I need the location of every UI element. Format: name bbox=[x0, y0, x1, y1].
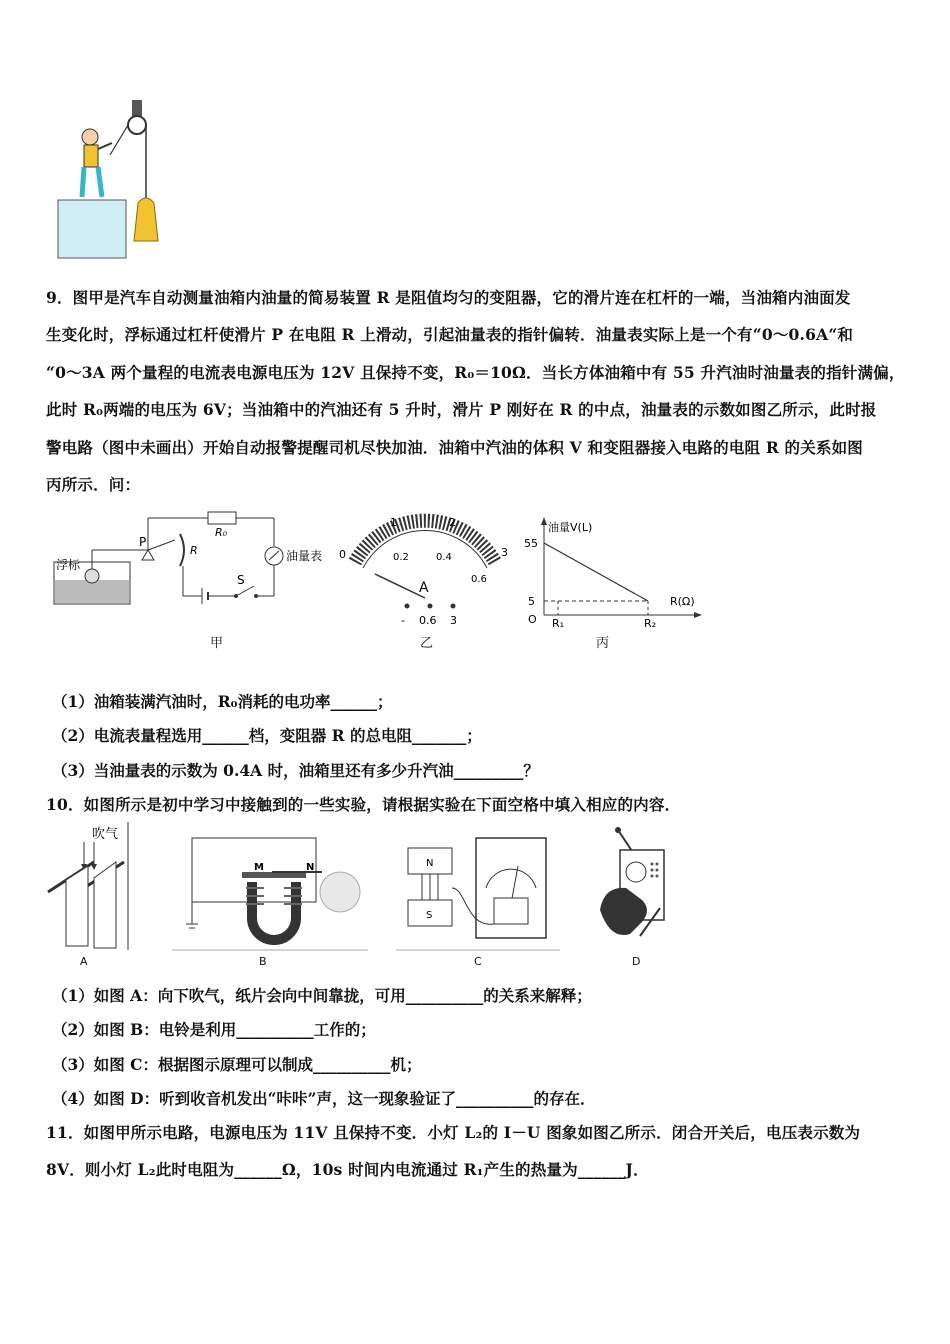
figure-jia-circuit bbox=[50, 510, 340, 625]
dial-tick-02: 0.2 bbox=[393, 552, 409, 563]
graph-origin: O bbox=[528, 613, 537, 626]
magnet-s-label: S bbox=[426, 910, 433, 921]
figure-a-caption: A bbox=[80, 955, 88, 968]
q10-sub-2: （2）如图 B：电铃是利用__________工作的； bbox=[52, 1020, 376, 1039]
terminal-minus: - bbox=[401, 614, 405, 627]
blow-label: 吹气 bbox=[92, 827, 119, 842]
bell-n-label: N bbox=[306, 862, 315, 873]
q10-stem: 10．如图所示是初中学习中接触到的一些实验，请根据实验在下面空格中填入相应的内容． bbox=[46, 795, 681, 814]
dial-tick-0: 0 bbox=[339, 548, 346, 561]
terminal-3: 3 bbox=[450, 614, 457, 627]
q9-line-6: 丙所示．问： bbox=[46, 475, 141, 494]
oil-meter-label: 油量表 bbox=[286, 549, 323, 563]
figure-c-generator bbox=[396, 828, 560, 952]
magnet-n-label: N bbox=[426, 858, 434, 869]
figure-b-electric-bell bbox=[172, 832, 368, 952]
figure-jia-caption: 甲 bbox=[210, 636, 224, 651]
q11-line-2: 8V．则小灯 L₂此时电阻为______Ω，10s 时间内电流通过 R₁产生的热量为______J． bbox=[46, 1160, 649, 1179]
graph-x-r2: R₂ bbox=[644, 617, 657, 630]
dial-tick-04: 0.4 bbox=[436, 552, 452, 563]
q9-line-5: 警电路（图中未画出）开始自动报警提醒司机尽快加油．油箱中汽油的体积 V 和变阻器接入电路的电阻 R 的关系如图 bbox=[46, 438, 863, 457]
dial-unit: A bbox=[419, 580, 429, 596]
terminal-06: 0.6 bbox=[419, 614, 437, 627]
r0-label: R₀ bbox=[215, 526, 228, 539]
q9-sub-1: （1）油箱装满汽油时，R₀消耗的电功率______； bbox=[52, 692, 393, 711]
figure-yi-ammeter bbox=[335, 512, 515, 630]
q10-sub-1: （1）如图 A：向下吹气，纸片会向中间靠拢，可用__________的关系来解释； bbox=[52, 986, 592, 1005]
figure-bing-graph bbox=[520, 515, 705, 630]
dial-tick-3: 3 bbox=[501, 546, 508, 559]
figure-b-caption: B bbox=[259, 955, 267, 968]
slider-p-label: P bbox=[139, 535, 147, 549]
figure-d-radio bbox=[594, 826, 670, 952]
graph-x-r1: R₁ bbox=[552, 617, 565, 630]
q9-line-2: 生变化时，浮标通过杠杆使滑片 P 在电阻 R 上滑动，引起油量表的指针偏转．油量表实际上是一个有“0～0.6A“和 bbox=[46, 325, 854, 344]
graph-y-label: 油量V(L) bbox=[548, 521, 593, 534]
figure-c-caption: C bbox=[474, 955, 482, 968]
q11-line-1: 11．如图甲所示电路，电源电压为 11V 且保持不变．小灯 L₂的 I－U 图象如图乙所示．闭合开关后，电压表示数为 bbox=[46, 1123, 861, 1142]
graph-x-label: R(Ω) bbox=[670, 595, 695, 608]
bell-m-label: M bbox=[254, 862, 264, 873]
switch-s-label: S bbox=[237, 573, 245, 587]
figure-a-paper-strips bbox=[44, 822, 134, 954]
figure-bing-caption: 丙 bbox=[596, 636, 610, 651]
pulley-illustration bbox=[50, 95, 180, 260]
rheostat-r-label: R bbox=[190, 544, 198, 557]
q9-line-4: 此时 R₀两端的电压为 6V；当油箱中的汽油还有 5 升时，滑片 P 刚好在 R 的中点，油量表的示数如图乙所示，此时报 bbox=[46, 400, 877, 419]
figure-yi-caption: 乙 bbox=[420, 636, 434, 651]
q10-sub-3: （3）如图 C：根据图示原理可以制成__________机； bbox=[52, 1055, 422, 1074]
q10-sub-4: （4）如图 D：听到收音机发出“咔咔”声，这一现象验证了__________的存在． bbox=[52, 1089, 596, 1108]
dial-tick-1: 1 bbox=[390, 516, 397, 529]
q9-sub-2: （2）电流表量程选用______档，变阻器 R 的总电阻_______； bbox=[52, 726, 482, 745]
q9-line-3: “0～3A 两个量程的电流表电源电压为 12V 且保持不变，R₀＝10Ω．当长方体油箱中有 55 升汽油时油量表的指针满偏， bbox=[46, 363, 905, 382]
q9-sub-3: （3）当油量表的示数为 0.4A 时，油箱里还有多少升汽油_________？ bbox=[52, 761, 539, 780]
figure-d-caption: D bbox=[632, 955, 641, 968]
dial-tick-2: 2 bbox=[449, 516, 456, 529]
dial-tick-06: 0.6 bbox=[471, 574, 487, 585]
graph-y-55: 55 bbox=[524, 537, 538, 550]
q9-line-1: 9．图甲是汽车自动测量油箱内油量的简易装置 R 是阻值均匀的变阻器，它的滑片连在杠杆的一端，当油箱内油面发 bbox=[46, 288, 851, 307]
float-label: 浮标 bbox=[56, 558, 81, 572]
graph-y-5: 5 bbox=[528, 595, 535, 608]
